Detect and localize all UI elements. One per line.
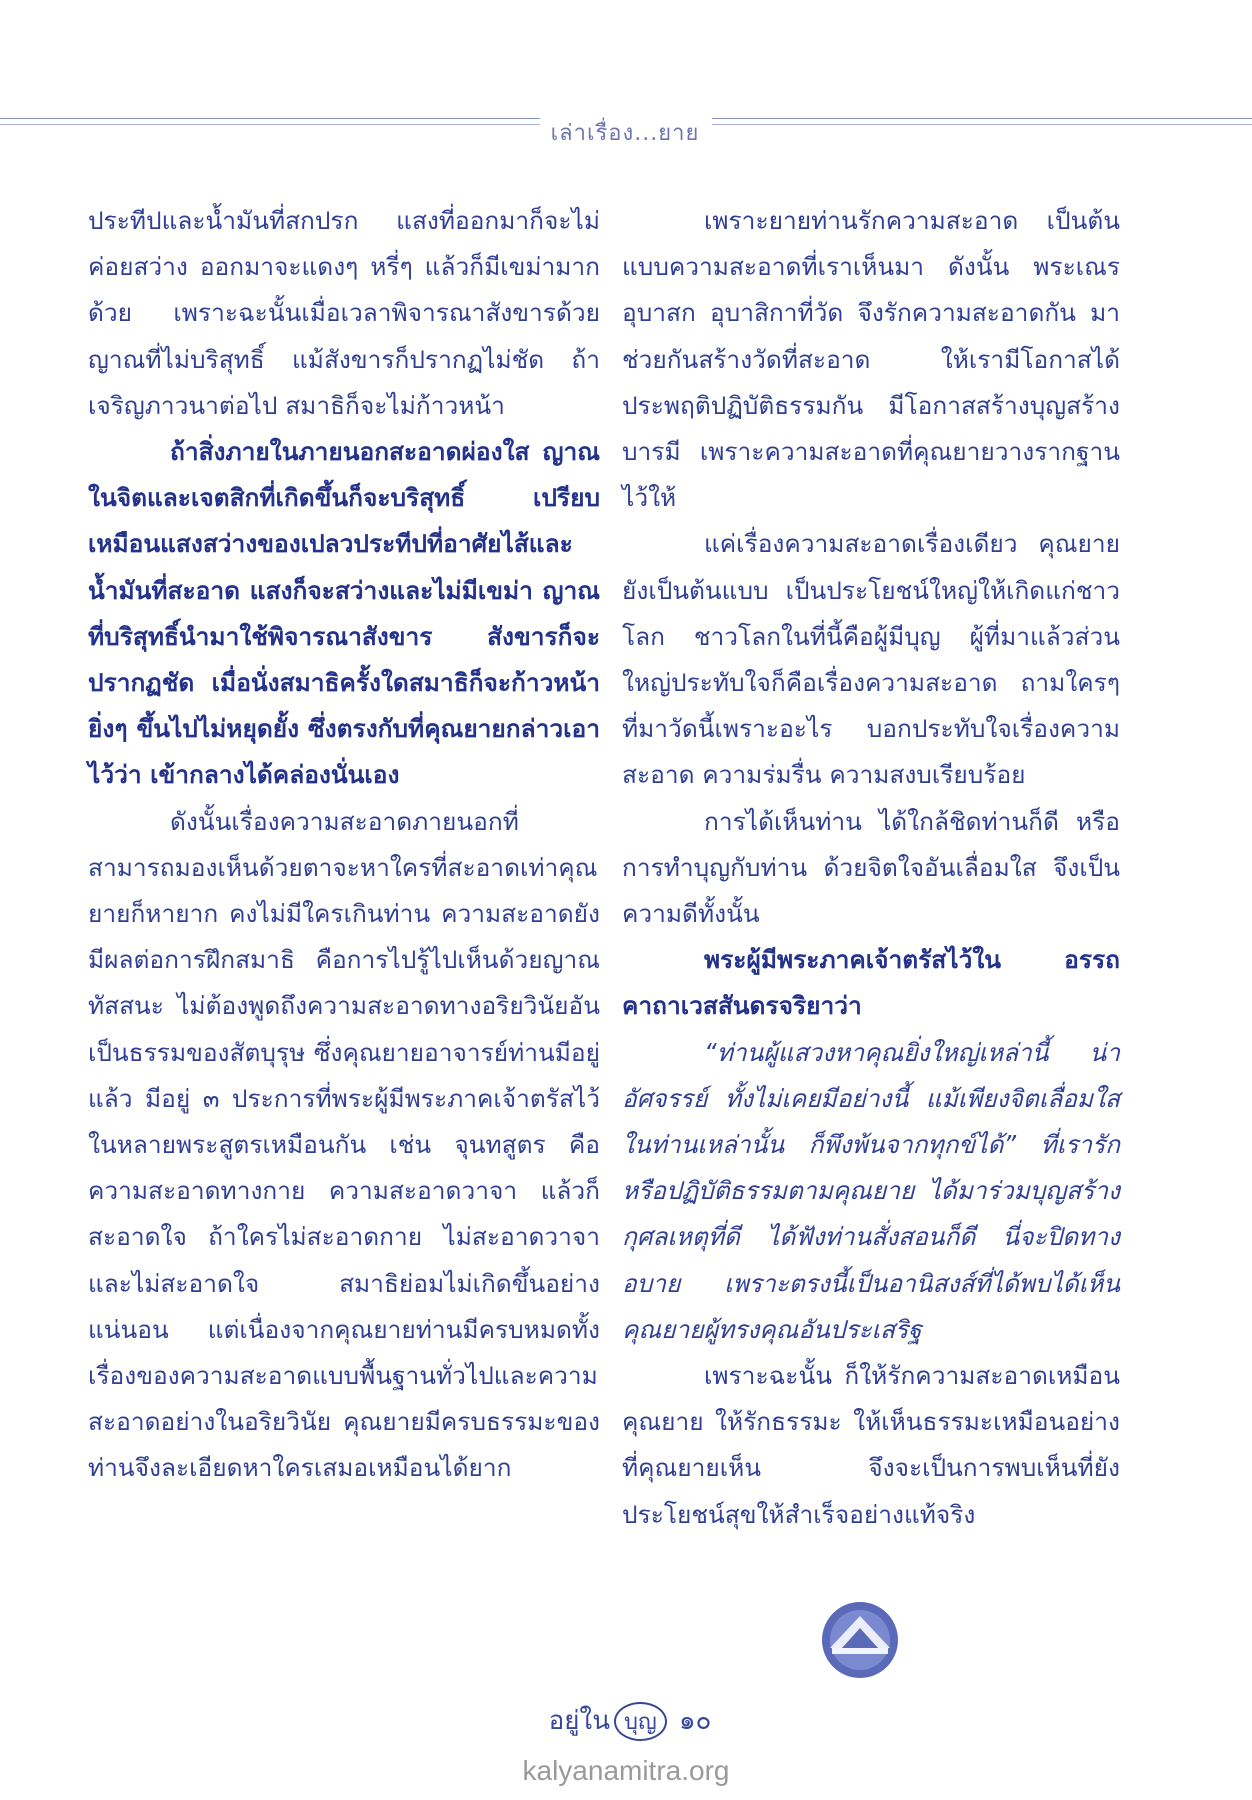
footer-seal: บุญ — [614, 1702, 667, 1741]
header-rule-left — [0, 118, 540, 119]
page-number: ๑๐ — [678, 1706, 712, 1736]
paragraph: เพราะยายท่านรักความสะอาด เป็นต้นแบบความสะอาดที่เราเห็นมา ดังนั้น พระเณร อุบาสก อุบาสิกาที่วัด จึงรักความสะอาดกัน มาช่วยกันสร้างวัดที่สะอาด ให้เรามีโอกาสได้ประพฤติปฏิบัติธรรมกัน มีโอกาสสร้างบุญสร้างบารมี เพราะความสะอาดที่คุณยายวางรากฐานไว้ให้ — [622, 206, 1120, 513]
paragraph: ประทีปและน้ำมันที่สกปรก แสงที่ออกมาก็จะไม่ค่อยสว่าง ออกมาจะแดงๆ หรี่ๆ แล้วก็มีเขม่ามากด้วย เพราะฉะนั้นเมื่อเวลาพิจารณาสังขารด้วยญาณที่ไม่บริสุทธิ์ แม้สังขารก็ปรากฏไม่ชัด ถ้าเจริญภาวนาต่อไป สมาธิก็จะไม่ก้าวหน้า — [88, 206, 600, 420]
website-watermark: kalyanamitra.org — [522, 1755, 730, 1786]
paragraph-quote: “ท่านผู้แสวงหาคุณยิ่งใหญ่เหล่านี้ น่าอัศจรรย์ ทั้งไม่เคยมีอย่างนี้ แม้เพียงจิตเลื่อมใสในท่านเหล่านั้น ก็พึงพ้นจากทุกข์ได้” ที่เรารักหรือปฏิบัติธรรมตามคุณยาย ได้มาร่วมบุญสร้างกุศลเหตุที่ดี ได้ฟังท่านสั่งสอนก็ดี นี่จะปิดทางอบาย เพราะตรงนี้เป็นอานิสงส์ที่ได้พบได้เห็นคุณยายผู้ทรงคุณอันประเสริฐ — [622, 1037, 1120, 1344]
header-rule-left-thin — [0, 124, 540, 125]
paragraph: เพราะฉะนั้น ก็ให้รักความสะอาดเหมือนคุณยาย ให้รักธรรมะ ให้เห็นธรรมะเหมือนอย่างที่คุณยายเห็น จึงจะเป็นการพบเห็นที่ยังประโยชน์สุขให้สำเร็จอย่างแท้จริง — [622, 1361, 1120, 1529]
header-rule-right-thin — [712, 124, 1252, 125]
paragraph: ดังนั้นเรื่องความสะอาดภายนอกที่สามารถมองเห็นด้วยตาจะหาใครที่สะอาดเท่าคุณยายก็หายาก คงไม่มีใครเกินท่าน ความสะอาดยังมีผลต่อการฝึกสมาธิ คือการไปรู้ไปเห็นด้วยญาณทัสสนะ ไม่ต้องพูดถึงความสะอาดทางอริยวินัยอันเป็นธรรมของสัตบุรุษ ซึ่งคุณยายอาจารย์ท่านมีอยู่แล้ว มีอยู่ ๓ ประการที่พระผู้มีพระภาคเจ้าตรัสไว้ในหลายพระสูตรเหมือนกัน เช่น จุนทสูตร คือความสะอาดทางกาย ความสะอาดวาจา แล้วก็สะอาดใจ ถ้าใครไม่สะอาดกาย ไม่สะอาดวาจาและไม่สะอาดใจ สมาธิย่อมไม่เกิดขึ้นอย่างแน่นอน แต่เนื่องจากคุณยายท่านมีครบหมดทั้งเรื่องของความสะอาดแบบพื้นฐานทั่วไปและความสะอาดอย่างในอริยวินัย คุณยายมีครบธรรมะของท่านจึงละเอียดหาใครเสมอเหมือนได้ยาก — [88, 806, 600, 1483]
right-column — [622, 198, 1120, 1538]
left-column — [88, 198, 600, 1492]
paragraph: แค่เรื่องความสะอาดเรื่องเดียว คุณยายยังเป็นต้นแบบ เป็นประโยชน์ใหญ่ให้เกิดแก่ชาวโลก ชาวโลกในที่นี้คือผู้มีบุญ ผู้ที่มาแล้วส่วนใหญ่ประทับใจก็คือเรื่องความสะอาด ถามใครๆ ที่มาวัดนี้เพราะอะไร บอกประทับใจเรื่องความสะอาด ความร่มรื่น ความสงบเรียบร้อย — [622, 529, 1120, 790]
footer-prefix: อยู่ใน — [548, 1706, 610, 1736]
page-footer-label — [480, 1700, 780, 1741]
paragraph: การได้เห็นท่าน ได้ใกล้ชิดท่านก็ดี หรือการทำบุญกับท่าน ด้วยจิตใจอันเลื่อมใส จึงเป็นความดีทั้งนั้น — [622, 806, 1120, 929]
dhammakaya-emblem-icon — [818, 1598, 902, 1682]
paragraph-bold: พระผู้มีพระภาคเจ้าตรัสไว้ใน อรรถคาถาเวสสันดรจริยาว่า — [622, 945, 1120, 1021]
header-rule-right — [712, 118, 1252, 119]
running-header: เล่าเรื่อง...ยาย — [550, 121, 700, 146]
paragraph-bold: ถ้าสิ่งภายในภายนอกสะอาดผ่องใส ญาณในจิตและเจตสิกที่เกิดขึ้นก็จะบริสุทธิ์ เปรียบเหมือนแสงสว่างของเปลวประทีปที่อาศัยไส้และน้ำมันที่สะอาด แสงก็จะสว่างและไม่มีเขม่า ญาณที่บริสุทธิ์นำมาใช้พิจารณาสังขาร สังขารก็จะปรากฏชัด เมื่อนั่งสมาธิครั้งใดสมาธิก็จะก้าวหน้ายิ่งๆ ขึ้นไปไม่หยุดยั้ง ซึ่งตรงกับที่คุณยายกล่าวเอาไว้ว่า เข้ากลางได้คล่องนั่นเอง — [88, 437, 600, 790]
